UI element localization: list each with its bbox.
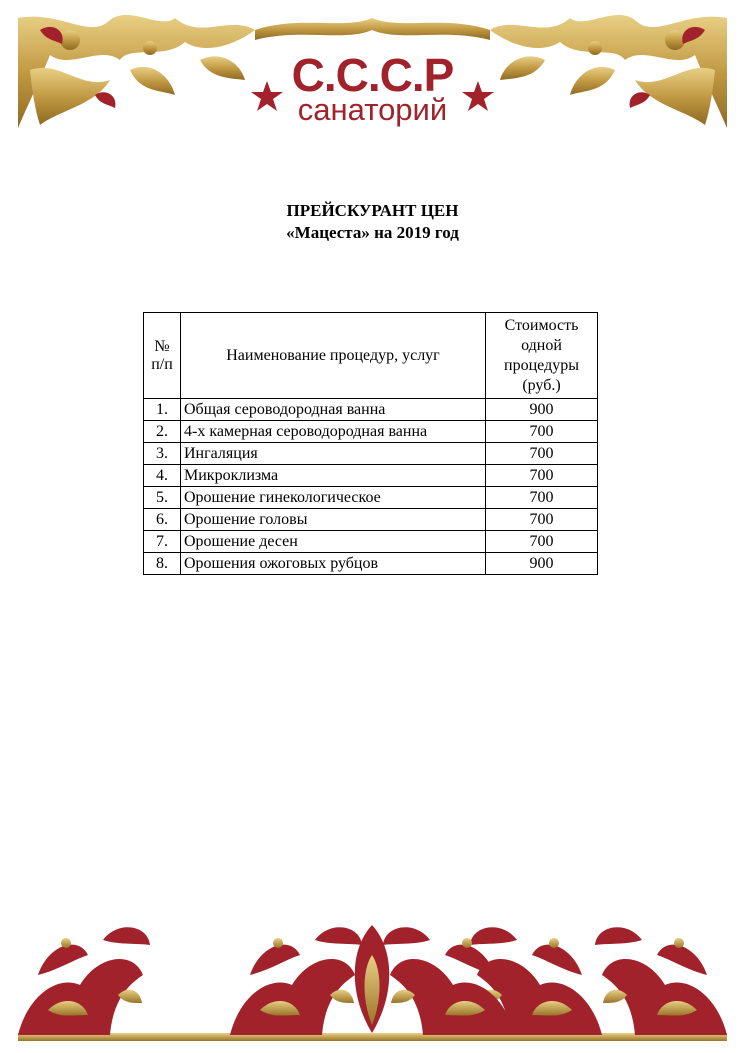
row-price: 700 (486, 509, 598, 531)
row-price: 700 (486, 421, 598, 443)
row-service-name: Орошения ожоговых рубцов (181, 553, 486, 575)
row-number: 2. (144, 421, 181, 443)
row-price: 900 (486, 399, 598, 421)
logo-sanatorium-text: санаторий (297, 92, 448, 127)
logo-ussr-text: С.С.С.Р (291, 49, 454, 101)
row-service-name: Орошение головы (181, 509, 486, 531)
title-line-2: «Мацеста» на 2019 год (286, 223, 459, 242)
price-table (143, 312, 598, 575)
row-service-name: Ингаляция (181, 443, 486, 465)
header-number-symbol: № (154, 337, 170, 355)
table-row (144, 531, 598, 553)
row-price: 700 (486, 465, 598, 487)
row-service-name: Орошение десен (181, 531, 486, 553)
row-number: 1. (144, 399, 181, 421)
row-service-name: 4-х камерная сероводородная ванна (181, 421, 486, 443)
footer-ornament (0, 915, 745, 1045)
sanatorium-logo (250, 50, 495, 130)
header-price: Стоимость одной процедуры (руб.) (486, 313, 598, 399)
header-name: Наименование процедур, услуг (181, 313, 486, 399)
table-header-row (144, 313, 598, 399)
row-price: 700 (486, 531, 598, 553)
row-service-name: Орошение гинекологическое (181, 487, 486, 509)
row-number: 7. (144, 531, 181, 553)
table-row (144, 443, 598, 465)
table-row (144, 421, 598, 443)
table-row (144, 465, 598, 487)
table-row (144, 487, 598, 509)
row-number: 5. (144, 487, 181, 509)
row-service-name: Микроклизма (181, 465, 486, 487)
title-line-1: ПРЕЙСКУРАНТ ЦЕН (286, 201, 459, 220)
row-service-name: Общая сероводородная ванна (181, 399, 486, 421)
row-number: 3. (144, 443, 181, 465)
table-row (144, 553, 598, 575)
document-title (0, 200, 745, 244)
row-price: 700 (486, 443, 598, 465)
row-price: 700 (486, 487, 598, 509)
row-number: 4. (144, 465, 181, 487)
header-number (144, 313, 181, 399)
table-row (144, 509, 598, 531)
row-number: 6. (144, 509, 181, 531)
row-number: 8. (144, 553, 181, 575)
row-price: 900 (486, 553, 598, 575)
table-row (144, 399, 598, 421)
header-number-abbr: п/п (151, 355, 173, 373)
